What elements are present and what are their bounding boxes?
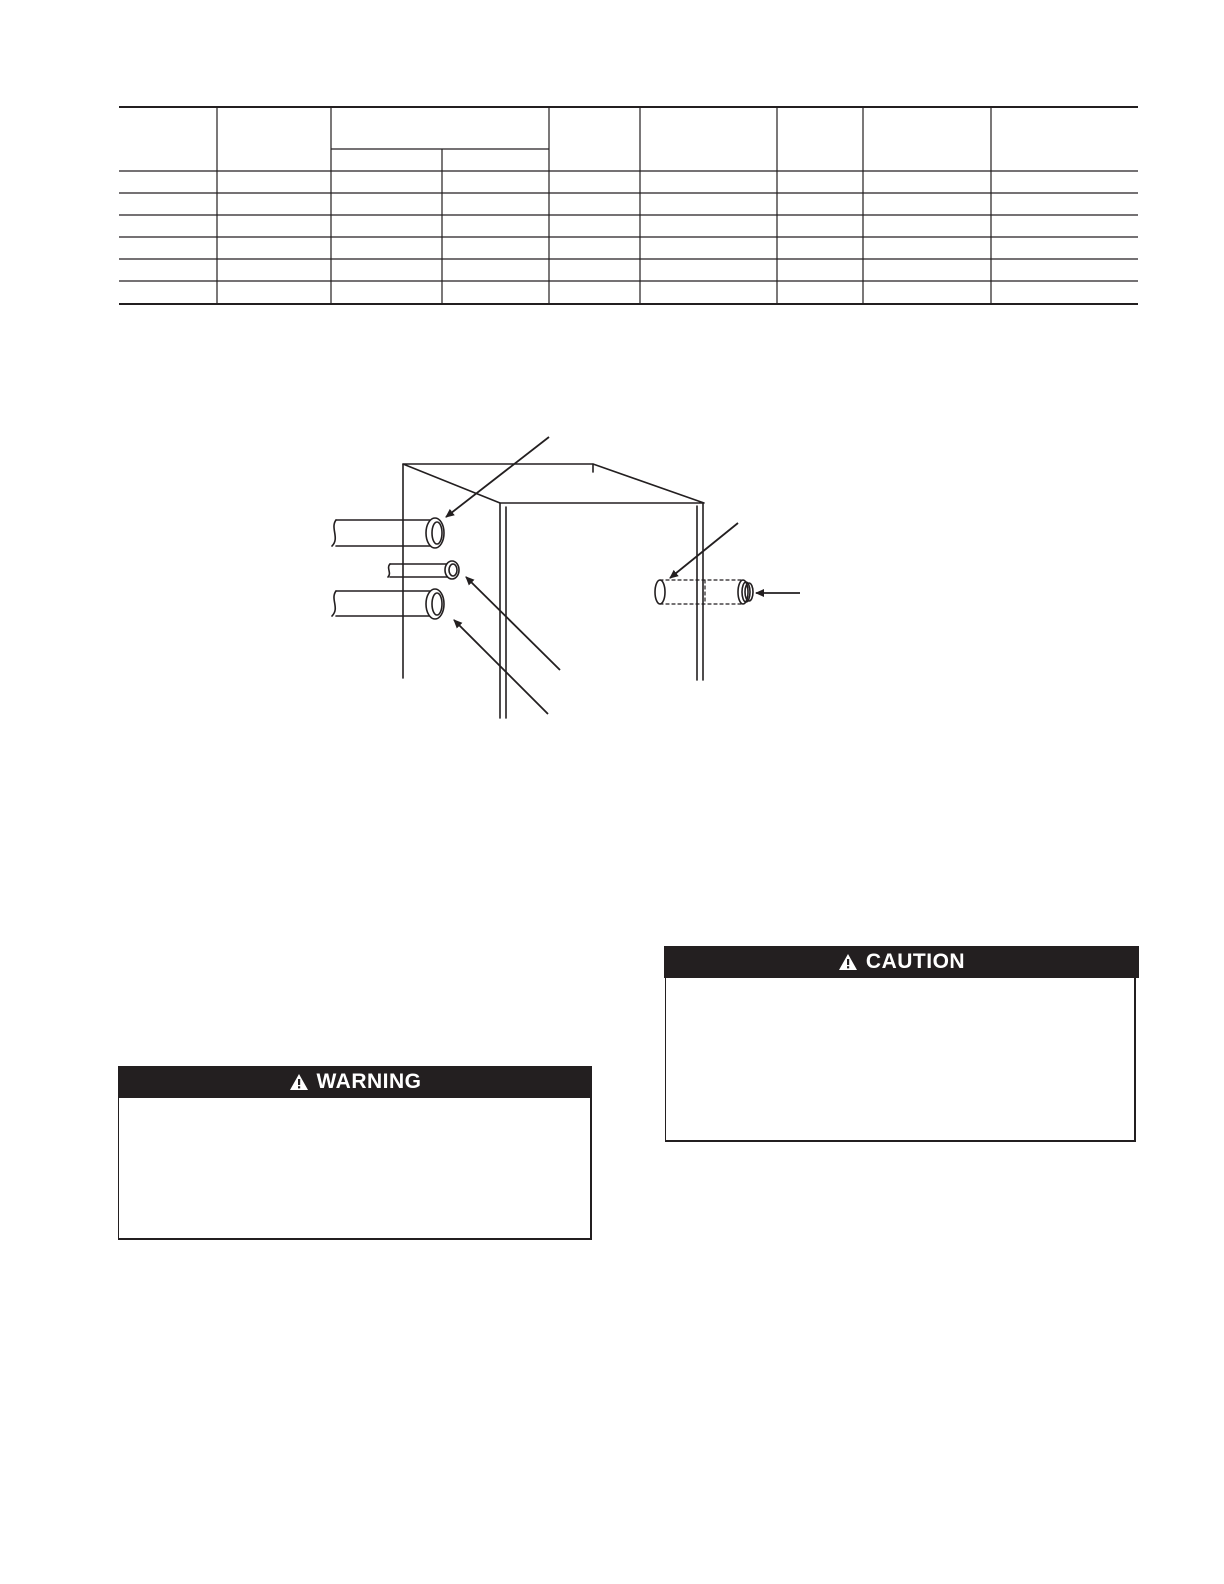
warning-body [118,1098,592,1240]
caution-title: CAUTION [865,950,966,973]
leader-arrow [670,523,738,578]
lower-refrigerant-pipe [332,589,444,619]
caution-notice [664,946,1139,1142]
warning-title: WARNING [316,1070,422,1093]
coil-connection-figure [300,430,820,730]
warning-header [118,1066,592,1098]
leader-arrow [454,620,548,714]
cabinet-top-outline [403,464,704,503]
warning-notice [118,1066,592,1240]
specification-table [119,106,1138,306]
small-middle-pipe [388,561,459,579]
leader-arrow [446,437,549,517]
caution-body [665,978,1136,1142]
leader-arrow [466,577,560,670]
coil-cabinet-drawing [300,430,820,730]
table-grid [119,106,1138,306]
warning-triangle-icon [289,1073,309,1091]
caution-header [664,946,1139,978]
warning-triangle-icon [838,953,858,971]
drain-fitting [655,580,753,604]
upper-refrigerant-pipe [332,518,444,548]
